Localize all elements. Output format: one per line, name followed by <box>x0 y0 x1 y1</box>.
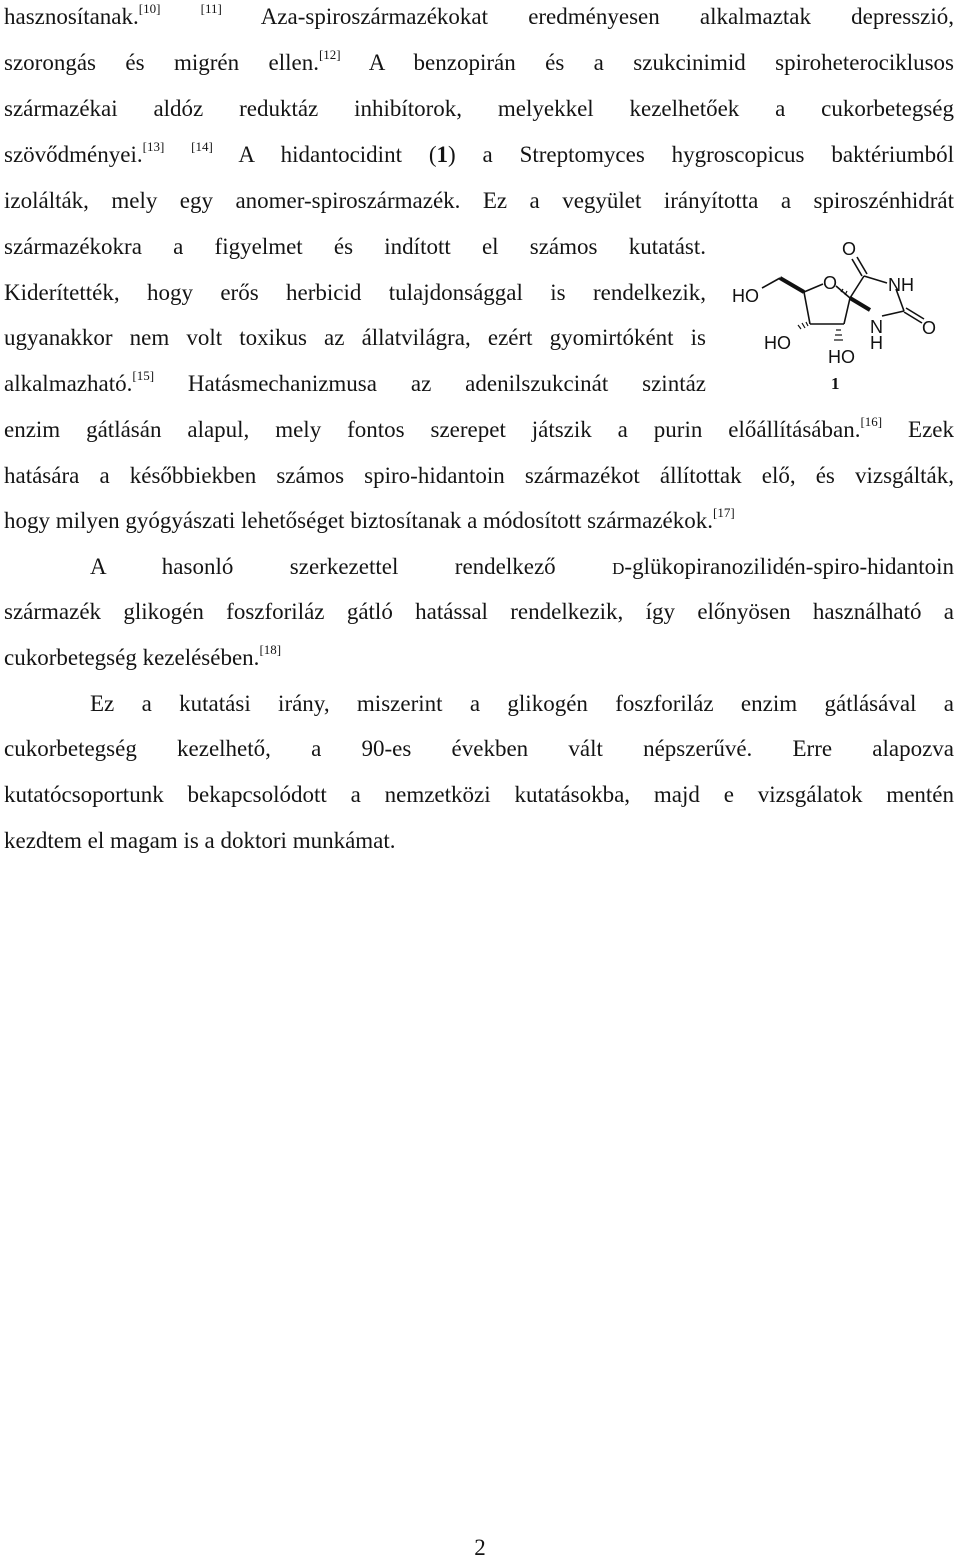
text-line: cukorbetegség kezelésében.[18] <box>4 642 282 670</box>
text-line: A hasonló szerkezettel rendelkező D-glükopiranozilidén-spiro-hidantoin <box>90 554 954 579</box>
page-number: 2 <box>474 1535 486 1560</box>
h-label: H <box>870 333 883 353</box>
hydantocidin-structure <box>722 232 958 402</box>
nitrogen-label: N <box>870 317 883 337</box>
text-line: származékokra a figyelmet és indított el számos kutatást. <box>4 234 706 259</box>
nh-label: NH <box>888 275 914 295</box>
text-line: alkalmazható.[15] Hatásmechanizmusa az adenilszukcinát szintáz <box>4 368 706 396</box>
compound-number: 1 <box>831 374 840 393</box>
text-line: szorongás és migrén ellen.[12] A benzopirán és a szukcinimid spiroheterociklusos <box>4 47 954 75</box>
text-line: enzim gátlásán alapul, mely fontos szerepet játszik a purin előállításában.[16] Ezek <box>4 414 954 442</box>
text-line: hatására a későbbiekben számos spiro-hidantoin származékot állítottak elő, és vizsgálták, <box>4 463 954 488</box>
text-line: hasznosítanak.[10] [11] Aza-spiroszármazékokat eredményesen alkalmaztak depresszió, <box>4 1 955 29</box>
ho-label: HO <box>828 347 855 367</box>
ho-label: HO <box>764 333 791 353</box>
text-line: szövődményei.[13] [14] A hidantocidint (1) a Streptomyces hygroscopicus baktériumból <box>4 139 954 167</box>
ho-label: HO <box>732 286 759 306</box>
text-line: hogy milyen gyógyászati lehetőséget biztosítanak a módosított származékok.[17] <box>4 505 735 533</box>
text-line: kutatócsoportunk bekapcsolódott a nemzetközi kutatásokba, majd e vizsgálatok mentén <box>4 782 954 807</box>
text-line: Kiderítették, hogy erős herbicid tulajdonsággal is rendelkezik, <box>4 280 706 305</box>
text-line: származék glikogén foszforiláz gátló hatással rendelkezik, így előnyösen használható a <box>4 599 954 624</box>
text-line: kezdtem el magam is a doktori munkámat. <box>4 828 396 853</box>
text-line: Ez a kutatási irány, miszerint a glikogén foszforiláz enzim gátlásával a <box>90 691 954 716</box>
text-line: cukorbetegség kezelhető, a 90-es években vált népszerűvé. Erre alapozva <box>4 736 954 761</box>
text-line: származékai aldóz reduktáz inhibítorok, melyekkel kezelhetőek a cukorbetegség <box>4 96 954 121</box>
carbonyl-oxygen-label: O <box>842 239 857 259</box>
urea-oxygen-label: O <box>922 318 937 338</box>
text-line: ugyanakkor nem volt toxikus az állatvilágra, ezért gyomirtóként is <box>4 325 706 350</box>
ring-oxygen-label: O <box>823 273 838 293</box>
text-line: izolálták, mely egy anomer-spiroszármazék. Ez a vegyület irányította a spiroszénhidrát <box>4 188 954 213</box>
